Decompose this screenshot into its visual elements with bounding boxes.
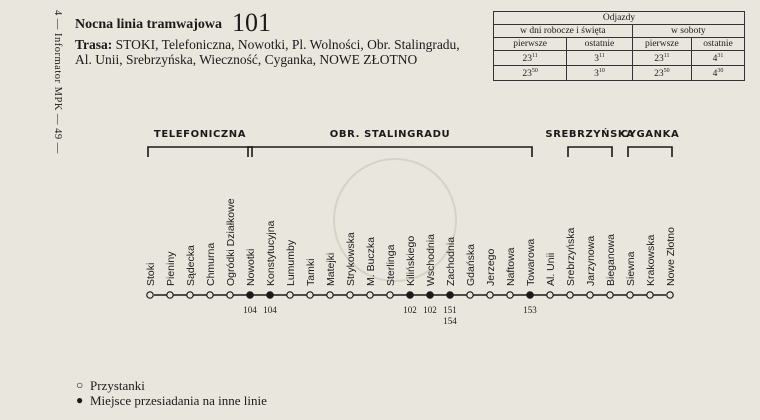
street-group-bracket — [248, 147, 532, 157]
col-last-weekday: ostatnie — [567, 38, 632, 51]
stop-name: Sądecka — [185, 245, 197, 286]
stop-marker — [487, 292, 493, 298]
transfer-stop-marker — [427, 292, 433, 298]
time-cell: $23^{50}$ — [494, 66, 567, 81]
route-label: Trasa: — [75, 37, 113, 52]
legend — [76, 378, 267, 408]
stop-name: Sterlinga — [385, 244, 397, 286]
stop-marker — [207, 292, 213, 298]
time-cell: $4^{31}$ — [692, 51, 745, 66]
transfer-line-number: 154 — [443, 316, 457, 326]
stop-marker — [347, 292, 353, 298]
stop-name: Stoki — [145, 262, 157, 286]
stop-marker — [287, 292, 293, 298]
stop-marker — [367, 292, 373, 298]
street-group-label: SREBRZYŃSKA — [545, 129, 635, 140]
transfer-line-number: 104 — [263, 305, 277, 315]
transfer-stop-marker — [447, 292, 453, 298]
stop-name: Ogródki Działkowe — [225, 198, 237, 286]
transfer-line-number: 102 — [423, 305, 437, 315]
stop-name: Wschodnia — [425, 234, 437, 286]
transfer-line-number: 104 — [243, 305, 257, 315]
stop-marker — [647, 292, 653, 298]
stop-marker — [547, 292, 553, 298]
street-group-bracket — [628, 147, 672, 157]
stop-marker — [187, 292, 193, 298]
col-last-saturday: ostatnie — [692, 38, 745, 51]
stop-marker — [227, 292, 233, 298]
stop-name: M. Buczka — [365, 236, 377, 286]
time-cell: $3^{10}$ — [567, 66, 632, 81]
street-group-bracket — [148, 147, 252, 157]
stop-marker — [607, 292, 613, 298]
stop-marker — [327, 292, 333, 298]
col-first-saturday: pierwsze — [632, 38, 691, 51]
stop-marker — [567, 292, 573, 298]
col-first-weekday: pierwsze — [494, 38, 567, 51]
stop-name: Nowotki — [245, 248, 257, 286]
line-number: 101 — [232, 8, 271, 37]
weekday-header: w dni robocze i święta — [494, 25, 633, 38]
transfer-stop-marker — [247, 292, 253, 298]
stop-name: Towarowa — [525, 238, 537, 286]
transfer-symbol-icon: ● — [76, 393, 84, 407]
stop-name: Srebrzyńska — [565, 227, 577, 286]
stop-marker — [387, 292, 393, 298]
stop-symbol-icon: ○ — [76, 378, 84, 392]
stop-name: Siewna — [625, 251, 637, 286]
stop-name: Chmurna — [205, 242, 217, 286]
stop-name: Zachodnia — [445, 236, 457, 286]
street-group-label: OBR. STALINGRADU — [329, 129, 451, 140]
stop-marker — [587, 292, 593, 298]
transfer-stop-marker — [527, 292, 533, 298]
saturday-header: w soboty — [632, 25, 744, 38]
stop-name: Krakowska — [645, 234, 657, 286]
stop-name: Konstytucyjna — [265, 220, 277, 286]
time-cell: $23^{11}$ — [494, 51, 567, 66]
street-group-label: TELEFONICZNA — [153, 129, 247, 140]
stop-name: Lumumby — [285, 239, 297, 286]
stop-marker — [307, 292, 313, 298]
street-group-label: CYGANKA — [620, 129, 680, 140]
page-side-caption: 4 — Informator MPK — 49 — — [52, 10, 63, 154]
line-title-label: Nocna linia tramwajowa — [75, 17, 222, 32]
stop-name: Pieniny — [165, 251, 177, 286]
transfer-line-number: 151 — [443, 305, 457, 315]
stop-marker — [147, 292, 153, 298]
legend-stop-label: Przystanki — [90, 378, 145, 393]
time-cell: $23^{11}$ — [632, 51, 691, 66]
time-cell: $3^{11}$ — [567, 51, 632, 66]
time-cell: $23^{50}$ — [632, 66, 691, 81]
time-cell: $4^{30}$ — [692, 66, 745, 81]
stop-name: Jarzynowa — [585, 235, 597, 286]
stop-name: Naftowa — [505, 247, 517, 286]
legend-transfer-label: Miejsce przesiadania na inne linie — [90, 393, 267, 408]
route-text: STOKI, Telefoniczna, Nowotki, Pl. Wolności, Obr. Stalingradu, Al. Unii, Srebrzyńska, Wieczność, Cyganka, NOWE ZŁOTNO — [75, 37, 460, 67]
stop-marker — [507, 292, 513, 298]
stop-name: Gdańska — [465, 243, 477, 286]
transfer-stop-marker — [267, 292, 273, 298]
stop-name: Bieganowa — [605, 234, 617, 286]
transfer-stop-marker — [407, 292, 413, 298]
legend-transfer — [76, 393, 267, 408]
stop-name: Matejki — [325, 252, 337, 286]
legend-stop — [76, 378, 267, 393]
stop-name: Nowe Złotno — [665, 227, 677, 286]
stop-marker — [467, 292, 473, 298]
stop-name: Strykowska — [345, 232, 357, 286]
departures-title: Odjazdy — [494, 12, 745, 25]
stop-name: Kilińskiego — [405, 235, 417, 286]
stop-name: Jerzego — [485, 248, 497, 286]
stop-marker — [667, 292, 673, 298]
stop-name: Al. Unii — [545, 252, 557, 286]
transfer-line-number: 153 — [523, 305, 537, 315]
stop-name: Tamki — [305, 258, 317, 286]
stop-marker — [627, 292, 633, 298]
transfer-line-number: 102 — [403, 305, 417, 315]
stop-marker — [167, 292, 173, 298]
street-group-bracket — [568, 147, 612, 157]
